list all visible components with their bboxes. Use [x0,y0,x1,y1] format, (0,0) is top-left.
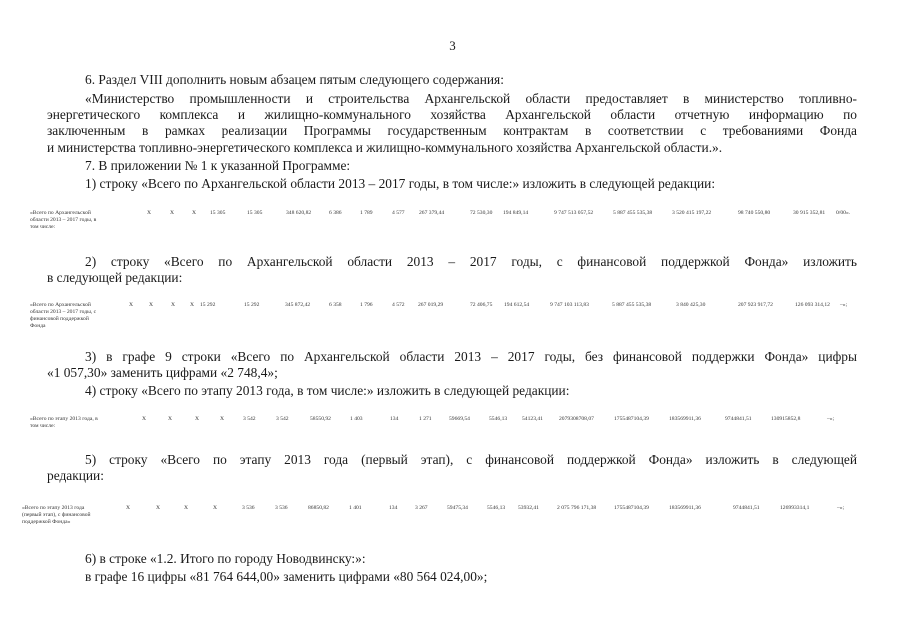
table-cell: 6 358 [329,302,342,308]
table-cell: 194 612,54 [504,302,530,308]
table-cell: 5546,13 [489,416,508,422]
table-cell: 2 075 796 171,38 [557,505,597,511]
table-cell: Х [147,210,152,216]
table-cell: Х [129,302,134,308]
table-cell: 126993314,1 [780,505,810,511]
table-cell: 3 840 425,30 [676,302,706,308]
para7-item3-line1: 3) в графе 9 строки «Всего по Архангельской области 2013 – 2017 годы, без финансовой поддержки Фонда» цифры [85,349,857,364]
table-cell: Х [168,416,173,422]
table-cell: 2079308708,07 [559,416,594,422]
table-cell: 126 093 314,12 [795,302,830,308]
table-cell: 183569911,36 [669,505,701,511]
table-cell: 194 849,14 [503,210,529,216]
table-cell: Х [213,505,218,511]
table-cell: 3 267 [415,505,428,511]
table-cell: Х [149,302,154,308]
table-cell: 4 572 [392,302,405,308]
table-cell: 9 747 103 113,83 [550,302,589,308]
page-number: 3 [449,38,456,53]
table-cell: 1 403 [350,416,363,422]
table-cell: Х [170,210,175,216]
para7-item5-line1: 5) строку «Всего по этапу 2013 года (первый этап), с финансовой поддержкой Фонда» изложить в следующей [85,452,857,467]
table-cell: 72 406,75 [470,302,493,308]
table-cell: Х [195,416,200,422]
table-cell: 53932,41 [518,505,539,511]
para7-item5-line2: редакции: [47,468,104,483]
table-cell: 348 620,82 [286,210,312,216]
table-cell: 9 747 513 057,52 [554,210,594,216]
para6-heading: 6. Раздел VIII дополнить новым абзацем пятым следующего содержания: [85,72,504,87]
para7-item6-line1: 6) в строке «1.2. Итого по городу Новодвинску:»: [85,551,366,566]
table-cell: 1 789 [360,210,373,216]
para6-line1: «Министерство промышленности и строительства Архангельской области предоставляет в министерство топливно- [85,91,857,106]
table-cell: 98 740 550,80 [738,210,771,216]
table-cell: Х [190,302,195,308]
table-cell: 134 [390,416,399,422]
table-cell: 58550,92 [310,416,331,422]
table-cell: 207 923 917,72 [738,302,773,308]
table-cell: 5 887 455 535,38 [613,210,653,216]
table-cell: 6 386 [329,210,342,216]
table-cell: 1 271 [419,416,432,422]
table-cell: 59669,54 [449,416,470,422]
table-cell: 15 292 [244,302,260,308]
para7-item6-line2: в графе 16 цифры «81 764 644,00» заменить цифрами «80 564 024,00»; [85,569,488,584]
table-cell: 30 915 352,81 [793,210,826,216]
table-cell: Х [142,416,147,422]
table-cell: 3 536 [242,505,255,511]
table-cell: 267 379,44 [419,210,445,216]
table-cell: Х [220,416,225,422]
table-cell: Х [171,302,176,308]
table-cell: 134 [389,505,398,511]
table-row-label: «Всего по Архангельской области 2013 – 2017 годы, с финансовой поддержкой Фонда [30,302,97,329]
table-cell: 1 796 [360,302,373,308]
para7-item1: 1) строку «Всего по Архангельской области 2013 – 2017 годы, в том числе:» изложить в следующей редакции: [85,176,716,191]
para6-line4: и министерства топливно-энергетического комплекса и жилищно-коммунального хозяйства Архангельской области.». [47,140,723,155]
table-cell: 3 520 415 197,22 [672,210,712,216]
table-cell: 4 577 [392,210,405,216]
table-cell: 86850,82 [308,505,329,511]
table-cell: 1755487104,39 [614,416,649,422]
para7-item2-line1: 2) строку «Всего по Архангельской области 2013 – 2017 годы, с финансовой поддержкой Фонда» изложить [85,254,857,269]
table-cell: 72 530,30 [470,210,493,216]
table-cell: 5546,13 [487,505,506,511]
table-cell: Х [126,505,131,511]
para7-item4: 4) строку «Всего по этапу 2013 года, в том числе:» изложить в следующей редакции: [85,383,570,398]
para7-heading: 7. В приложении № 1 к указанной Программе: [85,158,351,173]
table-cell: 1 401 [349,505,362,511]
table-cell: 183569911,36 [669,416,701,422]
table-cell: 130915852,8 [771,416,801,422]
table-cell: 59475,34 [447,505,468,511]
table-cell: 3 542 [243,416,256,422]
para7-item2-line2: в следующей редакции: [47,270,183,285]
table-cell: 345 872,42 [285,302,311,308]
table-cell: 267 019,29 [418,302,444,308]
table-cell: 15 292 [200,302,216,308]
table-cell: 1755487104,39 [614,505,649,511]
table-cell: –»; [827,416,835,422]
table-cell: Х [192,210,197,216]
para6-line2: энергетического комплекса и жилищно-коммунального хозяйства Архангельской области отчетную информацию по [47,107,857,122]
table-cell: Х [184,505,189,511]
para6-line3: заключенным в рамках реализации Программы государственным контрактам в соответствии с требованиями Фонда [47,123,857,138]
table-cell: 3 542 [276,416,289,422]
table-cell: 3 536 [275,505,288,511]
table-cell: 9744841,51 [725,416,752,422]
table-cell: 9744841,51 [733,505,760,511]
table-cell: 0/00». [836,210,851,216]
table-cell: 54123,41 [522,416,543,422]
table-row-label: «Всего по этапу 2013 года, в том числе: [30,416,98,429]
table-row-label: «Всего по Архангельской области 2013 – 2017 годы, в том числе: [30,210,97,230]
para7-item3-line2: «1 057,30» заменить цифрами «2 748,4»; [47,365,278,380]
table-cell: Х [156,505,161,511]
table-cell: 15 305 [210,210,226,216]
table-row-label: «Всего по этапу 2013 года (первый этап), с финансовой поддержкой Фонда» [22,505,91,525]
table-cell: 5 887 455 535,38 [612,302,652,308]
table-cell: –»; [840,302,848,308]
table-cell: 15 305 [247,210,263,216]
table-cell: –»; [837,505,845,511]
